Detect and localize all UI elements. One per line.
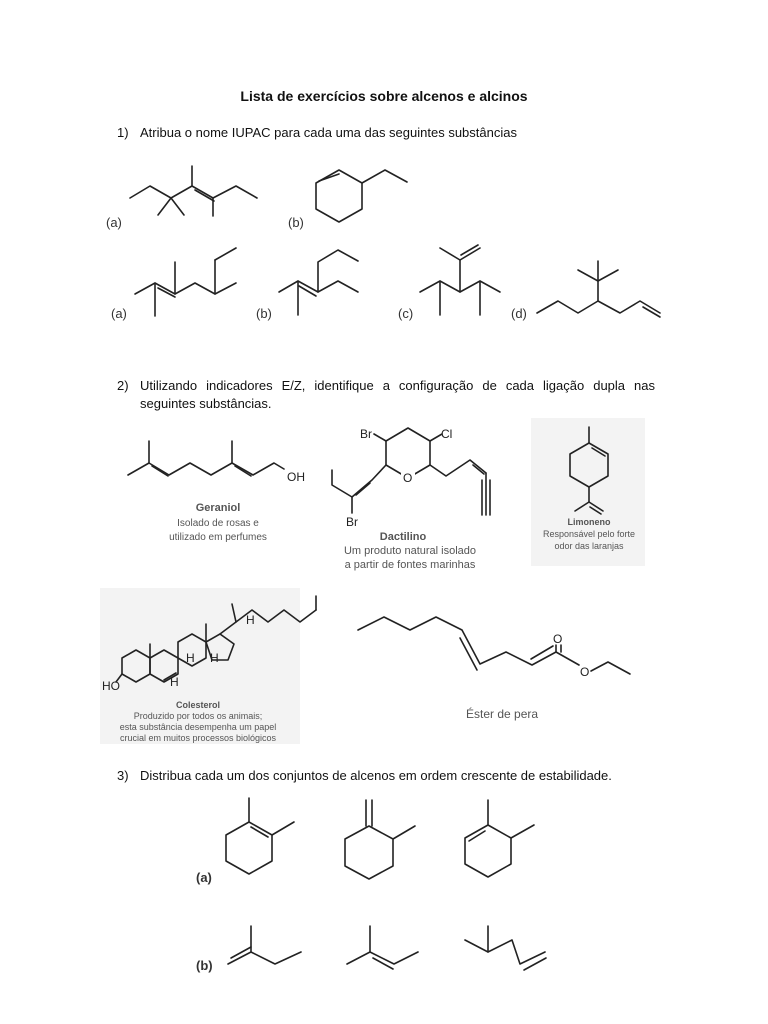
- geraniol-desc-1: Isolado de rosas e: [177, 518, 259, 529]
- q1-row2-label-a: (a): [111, 306, 127, 321]
- colesterol-desc-2: esta substância desempenha um papel: [119, 722, 277, 732]
- question-number: 1): [117, 125, 129, 140]
- q1-row2-molecule-c: [420, 245, 500, 315]
- colesterol-h-label-2: H: [210, 651, 219, 665]
- q3-a-molecule-1: [226, 798, 294, 874]
- question-text: Utilizando indicadores E/Z, identifique a configuração de cada ligação dupla nas seguintes substâncias.: [140, 378, 655, 411]
- q3-label-b: (b): [196, 958, 213, 973]
- colesterol-desc-3: crucial em muitos processos biológicos: [119, 733, 277, 743]
- colesterol-h-label-4: H: [246, 613, 255, 627]
- q3-b-molecule-2: [347, 926, 418, 969]
- q3-a-molecule-2: [345, 800, 415, 879]
- limoneno-name: Limoneno: [567, 517, 611, 527]
- colesterol-name: Colesterol: [175, 700, 221, 710]
- q1-row2-molecule-d: [537, 261, 660, 317]
- question-text: Atribua o nome IUPAC para cada uma das seguintes substâncias: [140, 125, 517, 140]
- colesterol-ho-label: HO: [102, 679, 120, 693]
- question-number: 2): [117, 378, 129, 393]
- colesterol-desc-1: Produzido por todos os animais;: [133, 711, 263, 721]
- ester-o-label-2: O: [580, 665, 590, 679]
- dactilino-cl-label: Cl: [441, 427, 453, 441]
- q3-a-molecule-3: [465, 800, 534, 877]
- ester-name: Éster de pera: [466, 707, 539, 721]
- geraniol-desc-2: utilizado em perfumes: [169, 532, 267, 543]
- question-text: Distribua cada um dos conjuntos de alcenos em ordem crescente de estabilidade.: [140, 768, 612, 783]
- geraniol-structure: [128, 441, 284, 476]
- dactilino-br-label-1: Br: [360, 427, 372, 441]
- q3-b-molecule-1: [228, 926, 301, 964]
- document-title: Lista de exercícios sobre alcenos e alcinos: [240, 88, 528, 104]
- dactilino-o-label: O: [403, 471, 413, 485]
- question-number: 3): [117, 768, 129, 783]
- colesterol-h-label-1: H: [186, 651, 195, 665]
- q3-b-molecule-3: [465, 926, 546, 970]
- q1-row2-label-b: (b): [256, 306, 272, 321]
- q1-row2-label-d: (d): [511, 306, 527, 321]
- q1-row1-label-a: (a): [106, 215, 122, 230]
- ester-o-label-1: O: [553, 632, 563, 646]
- limoneno-desc-1: Responsável pelo forte: [542, 529, 636, 539]
- q1-row1-label-b: (b): [288, 215, 304, 230]
- dactilino-desc-2: a partir de fontes marinhas: [344, 559, 476, 571]
- dactilino-desc-1: Um produto natural isolado: [343, 545, 477, 557]
- q1-row2-label-c: (c): [398, 306, 414, 321]
- q1-row1-molecule-b: [316, 170, 407, 222]
- q3-label-a: (a): [196, 870, 212, 885]
- dactilino-name: Dactilino: [379, 531, 427, 543]
- limoneno-desc-2: odor das laranjas: [554, 541, 624, 551]
- dactilino-br-label-2: Br: [346, 515, 358, 529]
- q1-row2-molecule-a: [135, 248, 236, 316]
- geraniol-name: Geraniol: [195, 502, 241, 514]
- q1-row1-molecule-a: [130, 166, 257, 216]
- colesterol-h-label-3: H: [170, 675, 179, 689]
- q1-row2-molecule-b: [279, 250, 358, 315]
- geraniol-oh-label: OH: [287, 470, 305, 484]
